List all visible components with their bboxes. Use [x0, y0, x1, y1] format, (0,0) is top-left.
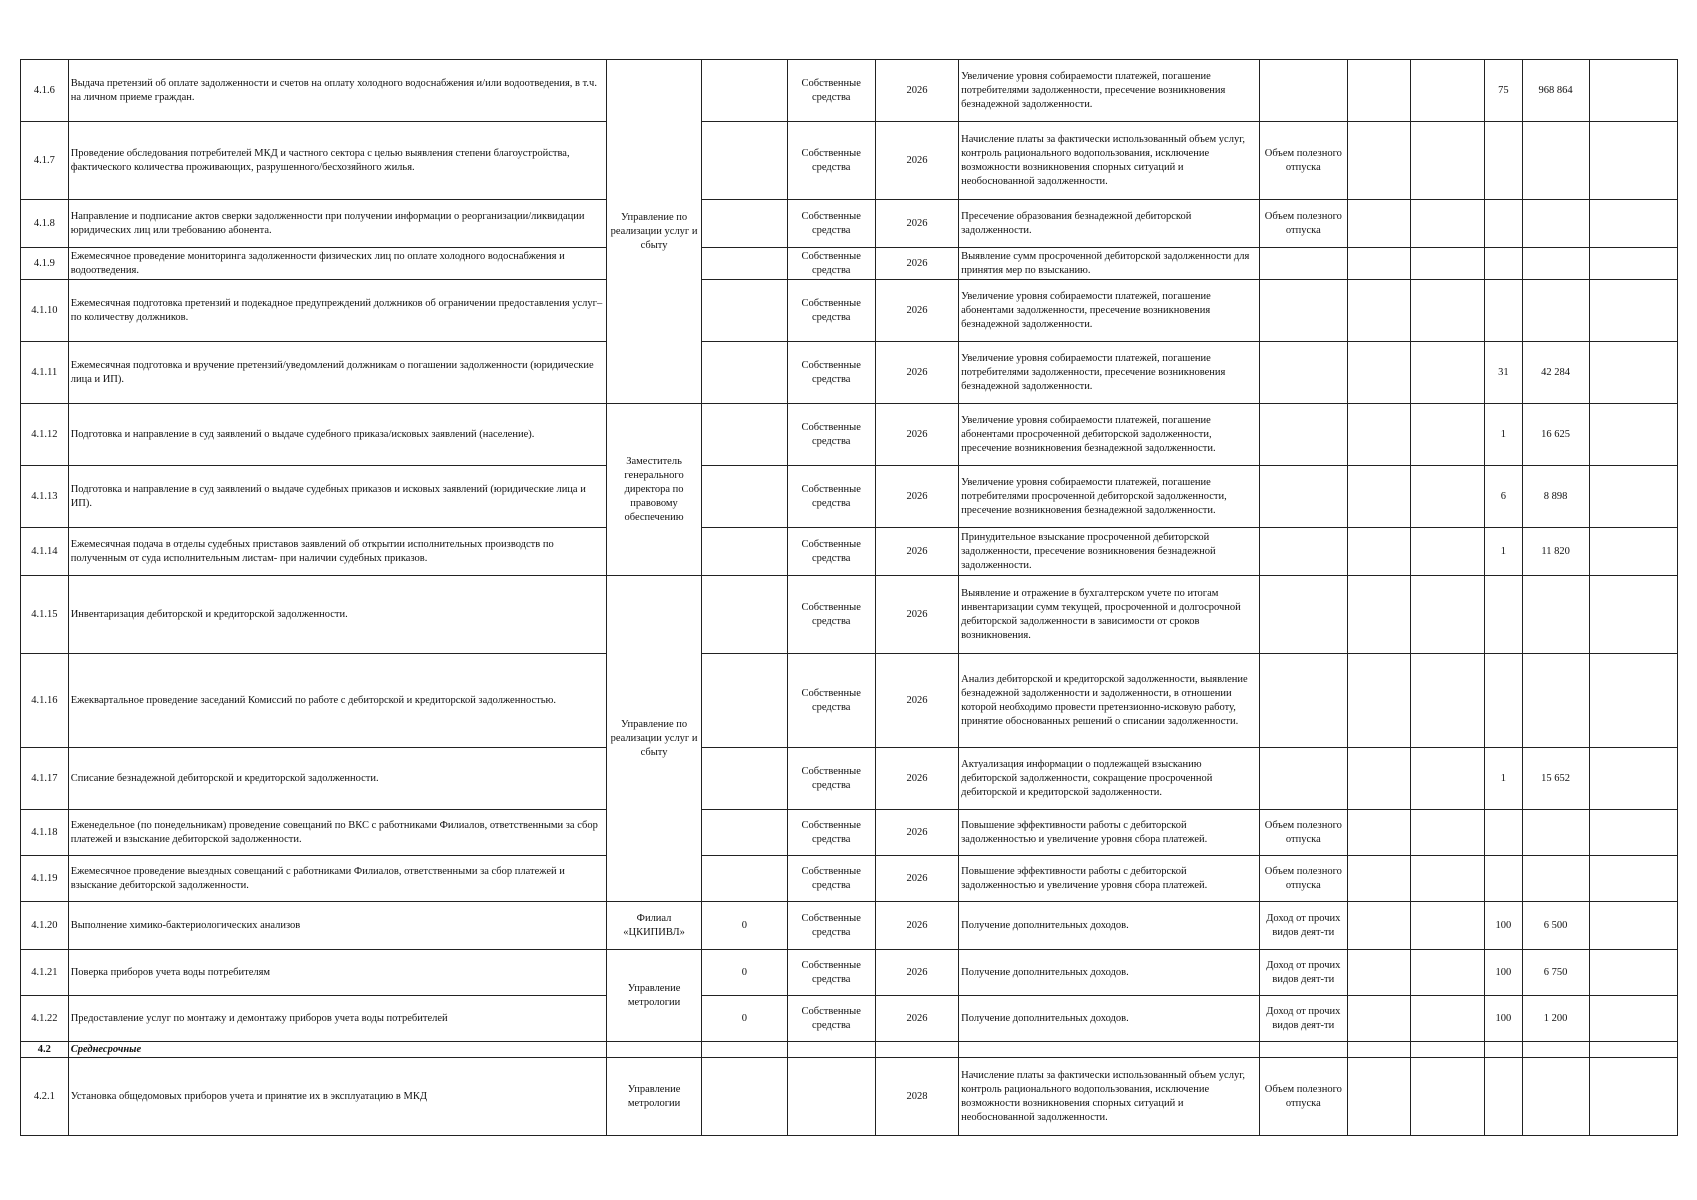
funding-source: Собственные средства — [787, 576, 875, 654]
deadline-year: 2026 — [875, 342, 958, 404]
funding-source: Собственные средства — [787, 342, 875, 404]
cost-cell — [702, 342, 787, 404]
value-cell — [1522, 810, 1589, 856]
expected-effect: Повышение эффективности работы с дебиторской задолженностью и увеличение уровня сбора платежей. — [959, 856, 1260, 902]
cost-cell — [702, 748, 787, 810]
responsible-unit: Заместитель генерального директора по правовому обеспечению — [606, 404, 701, 576]
funding-source: Собственные средства — [787, 654, 875, 748]
value-cell — [1589, 748, 1677, 810]
row-number: 4.1.6 — [21, 60, 69, 122]
row-number: 4.1.19 — [21, 856, 69, 902]
indicator: Объем полезного отпуска — [1259, 856, 1347, 902]
deadline-year: 2026 — [875, 466, 958, 528]
row-number: 4.1.11 — [21, 342, 69, 404]
measure-name: Среднесрочные — [68, 1042, 606, 1058]
indicator: Объем полезного отпуска — [1259, 200, 1347, 248]
expected-effect: Увеличение уровня собираемости платежей, погашение абонентами задолженности, пресечение возникновения безнадежной задолженности. — [959, 280, 1260, 342]
cost-cell — [702, 856, 787, 902]
value-cell — [1589, 342, 1677, 404]
table-row — [21, 950, 1678, 996]
responsible-unit: Управление метрологии — [606, 1058, 701, 1136]
deadline-year: 2026 — [875, 810, 958, 856]
indicator — [1259, 1042, 1347, 1058]
value-cell — [1410, 466, 1484, 528]
deadline-year: 2026 — [875, 528, 958, 576]
value-cell: 31 — [1485, 342, 1523, 404]
measure-name: Еженедельное (по понедельникам) проведение совещаний по ВКС с работниками Филиалов, ответственными за сбор платежей и взыскание дебиторской задолженности. — [68, 810, 606, 856]
value-cell: 15 652 — [1522, 748, 1589, 810]
indicator — [1259, 342, 1347, 404]
table-row — [21, 404, 1678, 466]
value-cell: 42 284 — [1522, 342, 1589, 404]
deadline-year: 2026 — [875, 576, 958, 654]
value-cell — [1485, 248, 1523, 280]
table-row — [21, 902, 1678, 950]
measure-name: Ежемесячная подготовка претензий и подекадное предупреждений должников об ограничении предоставления услуг– по количеству должников. — [68, 280, 606, 342]
cost-cell — [702, 1042, 787, 1058]
funding-source: Собственные средства — [787, 466, 875, 528]
funding-source: Собственные средства — [787, 122, 875, 200]
deadline-year: 2026 — [875, 60, 958, 122]
deadline-year: 2026 — [875, 902, 958, 950]
table-row — [21, 576, 1678, 654]
table-row — [21, 528, 1678, 576]
expected-effect: Актуализация информации о подлежащей взысканию дебиторской задолженности, сокращение просроченной дебиторской и кредиторской задолженности. — [959, 748, 1260, 810]
funding-source: Собственные средства — [787, 248, 875, 280]
row-number: 4.1.20 — [21, 902, 69, 950]
row-number: 4.1.17 — [21, 748, 69, 810]
measures-table — [20, 59, 1678, 1136]
measure-name: Ежемесячная подготовка и вручение претензий/уведомлений должникам о погашении задолженности (юридические лица и ИП). — [68, 342, 606, 404]
row-number: 4.2 — [21, 1042, 69, 1058]
value-cell: 100 — [1485, 996, 1523, 1042]
deadline-year — [875, 1042, 958, 1058]
table-body — [21, 60, 1678, 1136]
value-cell — [1347, 528, 1410, 576]
indicator: Доход от прочих видов деят-ти — [1259, 902, 1347, 950]
value-cell — [1522, 576, 1589, 654]
expected-effect: Получение дополнительных доходов. — [959, 902, 1260, 950]
indicator — [1259, 576, 1347, 654]
value-cell — [1410, 950, 1484, 996]
value-cell — [1347, 810, 1410, 856]
row-number: 4.1.8 — [21, 200, 69, 248]
responsible-unit: Управление по реализации услуг и сбыту — [606, 576, 701, 902]
funding-source: Собственные средства — [787, 280, 875, 342]
value-cell — [1410, 1042, 1484, 1058]
responsible-unit: Управление по реализации услуг и сбыту — [606, 60, 701, 404]
indicator — [1259, 466, 1347, 528]
deadline-year: 2026 — [875, 950, 958, 996]
row-number: 4.1.10 — [21, 280, 69, 342]
value-cell: 16 625 — [1522, 404, 1589, 466]
value-cell — [1485, 1058, 1523, 1136]
value-cell — [1589, 1058, 1677, 1136]
indicator — [1259, 404, 1347, 466]
value-cell — [1347, 280, 1410, 342]
measure-name: Подготовка и направление в суд заявлений о выдаче судебного приказа/исковых заявлений (население). — [68, 404, 606, 466]
value-cell — [1522, 1058, 1589, 1136]
value-cell — [1589, 1042, 1677, 1058]
value-cell: 1 — [1485, 404, 1523, 466]
expected-effect: Увеличение уровня собираемости платежей, погашение потребителями задолженности, пресечение возникновения безнадежной задолженности. — [959, 60, 1260, 122]
value-cell — [1347, 950, 1410, 996]
plan-table-sheet — [20, 59, 1678, 1136]
value-cell — [1410, 748, 1484, 810]
indicator: Объем полезного отпуска — [1259, 122, 1347, 200]
measure-name: Списание безнадежной дебиторской и кредиторской задолженности. — [68, 748, 606, 810]
value-cell — [1589, 200, 1677, 248]
table-row — [21, 654, 1678, 748]
indicator: Объем полезного отпуска — [1259, 810, 1347, 856]
measure-name: Ежемесячное проведение выездных совещаний с работниками Филиалов, ответственными за сбор платежей и взыскание дебиторской задолженности. — [68, 856, 606, 902]
row-number: 4.1.15 — [21, 576, 69, 654]
value-cell — [1485, 810, 1523, 856]
measure-name: Предоставление услуг по монтажу и демонтажу приборов учета воды потребителей — [68, 996, 606, 1042]
table-row — [21, 342, 1678, 404]
value-cell — [1485, 122, 1523, 200]
cost-cell — [702, 404, 787, 466]
funding-source: Собственные средства — [787, 200, 875, 248]
value-cell — [1485, 856, 1523, 902]
value-cell — [1347, 404, 1410, 466]
value-cell — [1410, 1058, 1484, 1136]
value-cell — [1485, 200, 1523, 248]
value-cell — [1410, 528, 1484, 576]
value-cell — [1410, 248, 1484, 280]
funding-source: Собственные средства — [787, 60, 875, 122]
responsible-unit — [606, 1042, 701, 1058]
funding-source: Собственные средства — [787, 996, 875, 1042]
value-cell — [1522, 856, 1589, 902]
cost-cell — [702, 248, 787, 280]
expected-effect: Выявление сумм просроченной дебиторской задолженности для принятия мер по взысканию. — [959, 248, 1260, 280]
value-cell — [1589, 60, 1677, 122]
cost-cell — [702, 60, 787, 122]
value-cell: 6 — [1485, 466, 1523, 528]
value-cell — [1410, 654, 1484, 748]
expected-effect: Повышение эффективности работы с дебиторской задолженностью и увеличение уровня сбора платежей. — [959, 810, 1260, 856]
table-row — [21, 200, 1678, 248]
deadline-year: 2028 — [875, 1058, 958, 1136]
value-cell — [1522, 122, 1589, 200]
funding-source: Собственные средства — [787, 950, 875, 996]
value-cell — [1589, 856, 1677, 902]
value-cell — [1347, 1058, 1410, 1136]
value-cell — [1522, 280, 1589, 342]
expected-effect: Пресечение образования безнадежной дебиторской задолженности. — [959, 200, 1260, 248]
value-cell — [1522, 200, 1589, 248]
deadline-year: 2026 — [875, 856, 958, 902]
value-cell — [1347, 342, 1410, 404]
measure-name: Направление и подписание актов сверки задолженности при получении информации о реорганизации/ликвидации юридических лиц или требованию абонента. — [68, 200, 606, 248]
row-number: 4.1.22 — [21, 996, 69, 1042]
value-cell — [1347, 1042, 1410, 1058]
measure-name: Проведение обследования потребителей МКД и частного сектора с целью выявления степени благоустройства, фактического количества проживающих, разрушенного/бесхозяйного жилья. — [68, 122, 606, 200]
value-cell — [1410, 810, 1484, 856]
value-cell: 11 820 — [1522, 528, 1589, 576]
value-cell — [1347, 60, 1410, 122]
expected-effect: Увеличение уровня собираемости платежей, погашение потребителями задолженности, пресечение возникновения безнадежной задолженности. — [959, 342, 1260, 404]
value-cell — [1485, 576, 1523, 654]
indicator — [1259, 528, 1347, 576]
value-cell — [1410, 280, 1484, 342]
value-cell: 75 — [1485, 60, 1523, 122]
cost-cell: 0 — [702, 902, 787, 950]
value-cell: 1 200 — [1522, 996, 1589, 1042]
measure-name: Поверка приборов учета воды потребителям — [68, 950, 606, 996]
measure-name: Ежемесячная подача в отделы судебных приставов заявлений об открытии исполнительных производств по полученным от суда исполнительным листам- при наличии судебных приказов. — [68, 528, 606, 576]
value-cell: 8 898 — [1522, 466, 1589, 528]
cost-cell — [702, 528, 787, 576]
cost-cell — [702, 1058, 787, 1136]
value-cell — [1522, 654, 1589, 748]
value-cell — [1589, 528, 1677, 576]
responsible-unit: Филиал «ЦКИПИВЛ» — [606, 902, 701, 950]
value-cell — [1347, 902, 1410, 950]
section-row — [21, 1042, 1678, 1058]
value-cell: 6 500 — [1522, 902, 1589, 950]
table-row — [21, 810, 1678, 856]
table-row — [21, 280, 1678, 342]
row-number: 4.1.14 — [21, 528, 69, 576]
table-row — [21, 466, 1678, 528]
value-cell — [1410, 342, 1484, 404]
responsible-unit: Управление метрологии — [606, 950, 701, 1042]
value-cell — [1589, 280, 1677, 342]
cost-cell — [702, 576, 787, 654]
table-row — [21, 60, 1678, 122]
indicator — [1259, 60, 1347, 122]
funding-source: Собственные средства — [787, 856, 875, 902]
value-cell — [1347, 248, 1410, 280]
indicator: Доход от прочих видов деят-ти — [1259, 996, 1347, 1042]
value-cell: 100 — [1485, 950, 1523, 996]
cost-cell — [702, 122, 787, 200]
expected-effect: Получение дополнительных доходов. — [959, 996, 1260, 1042]
value-cell — [1410, 60, 1484, 122]
value-cell — [1347, 654, 1410, 748]
value-cell — [1589, 404, 1677, 466]
expected-effect: Начисление платы за фактически использованный объем услуг, контроль рационального водопользования, исключение возможности возникновения спорных ситуаций и необоснованной задолженности. — [959, 122, 1260, 200]
measure-name: Ежеквартальное проведение заседаний Комиссий по работе с дебиторской и кредиторской задолженностью. — [68, 654, 606, 748]
value-cell — [1410, 996, 1484, 1042]
value-cell — [1589, 810, 1677, 856]
value-cell — [1589, 654, 1677, 748]
value-cell — [1410, 576, 1484, 654]
indicator — [1259, 280, 1347, 342]
funding-source: Собственные средства — [787, 404, 875, 466]
row-number: 4.1.7 — [21, 122, 69, 200]
value-cell — [1485, 654, 1523, 748]
indicator — [1259, 248, 1347, 280]
measure-name: Инвентаризация дебиторской и кредиторской задолженности. — [68, 576, 606, 654]
deadline-year: 2026 — [875, 996, 958, 1042]
row-number: 4.1.9 — [21, 248, 69, 280]
cost-cell — [702, 280, 787, 342]
table-row — [21, 122, 1678, 200]
deadline-year: 2026 — [875, 280, 958, 342]
value-cell: 968 864 — [1522, 60, 1589, 122]
row-number: 4.1.21 — [21, 950, 69, 996]
value-cell — [1589, 122, 1677, 200]
deadline-year: 2026 — [875, 200, 958, 248]
value-cell — [1485, 1042, 1523, 1058]
table-row — [21, 856, 1678, 902]
indicator — [1259, 654, 1347, 748]
funding-source — [787, 1058, 875, 1136]
row-number: 4.1.13 — [21, 466, 69, 528]
table-row — [21, 248, 1678, 280]
deadline-year: 2026 — [875, 122, 958, 200]
expected-effect: Увеличение уровня собираемости платежей, погашение абонентами просроченной дебиторской задолженности, пресечение возникновения безнадежной задолженности. — [959, 404, 1260, 466]
measure-name: Подготовка и направление в суд заявлений о выдаче судебных приказов и исковых заявлений (юридические лица и ИП). — [68, 466, 606, 528]
deadline-year: 2026 — [875, 654, 958, 748]
value-cell — [1410, 404, 1484, 466]
cost-cell: 0 — [702, 950, 787, 996]
expected-effect — [959, 1042, 1260, 1058]
value-cell — [1410, 122, 1484, 200]
funding-source: Собственные средства — [787, 902, 875, 950]
funding-source: Собственные средства — [787, 810, 875, 856]
value-cell — [1410, 200, 1484, 248]
row-number: 4.1.16 — [21, 654, 69, 748]
value-cell — [1522, 1042, 1589, 1058]
deadline-year: 2026 — [875, 404, 958, 466]
expected-effect: Принудительное взыскание просроченной дебиторской задолженности, пресечение возникновения безнадежной задолженности. — [959, 528, 1260, 576]
funding-source: Собственные средства — [787, 748, 875, 810]
measure-name: Выполнение химико-бактериологических анализов — [68, 902, 606, 950]
value-cell — [1347, 996, 1410, 1042]
value-cell — [1522, 248, 1589, 280]
value-cell — [1347, 122, 1410, 200]
expected-effect: Выявление и отражение в бухгалтерском учете по итогам инвентаризации сумм текущей, просроченной и долгосрочной дебиторской задолженности в зависимости от сроков возникновения. — [959, 576, 1260, 654]
row-number: 4.2.1 — [21, 1058, 69, 1136]
value-cell — [1347, 576, 1410, 654]
value-cell: 6 750 — [1522, 950, 1589, 996]
value-cell — [1589, 996, 1677, 1042]
value-cell — [1347, 200, 1410, 248]
value-cell — [1410, 902, 1484, 950]
measure-name: Ежемесячное проведение мониторинга задолженности физических лиц по оплате холодного водоснабжения и водоотведения. — [68, 248, 606, 280]
value-cell: 1 — [1485, 528, 1523, 576]
cost-cell: 0 — [702, 996, 787, 1042]
table-row — [21, 748, 1678, 810]
table-row — [21, 996, 1678, 1042]
value-cell — [1589, 950, 1677, 996]
value-cell — [1410, 856, 1484, 902]
measure-name: Выдача претензий об оплате задолженности и счетов на оплату холодного водоснабжения и/или водоотведения, в т.ч. на личном приеме граждан. — [68, 60, 606, 122]
funding-source — [787, 1042, 875, 1058]
cost-cell — [702, 810, 787, 856]
expected-effect: Анализ дебиторской и кредиторской задолженности, выявление безнадежной задолженности и задолженности, в отношении которой необходимо провести претензионно-исковую работу, принятие обоснованных решений о списании задолженности. — [959, 654, 1260, 748]
expected-effect: Увеличение уровня собираемости платежей, погашение потребителями просроченной дебиторской задолженности, пресечение возникновения безнадежной задолженности. — [959, 466, 1260, 528]
value-cell — [1485, 280, 1523, 342]
funding-source: Собственные средства — [787, 528, 875, 576]
indicator: Доход от прочих видов деят-ти — [1259, 950, 1347, 996]
cost-cell — [702, 200, 787, 248]
value-cell: 1 — [1485, 748, 1523, 810]
deadline-year: 2026 — [875, 248, 958, 280]
value-cell: 100 — [1485, 902, 1523, 950]
table-row — [21, 1058, 1678, 1136]
value-cell — [1589, 576, 1677, 654]
indicator — [1259, 748, 1347, 810]
deadline-year: 2026 — [875, 748, 958, 810]
value-cell — [1589, 466, 1677, 528]
value-cell — [1347, 856, 1410, 902]
value-cell — [1589, 248, 1677, 280]
cost-cell — [702, 654, 787, 748]
row-number: 4.1.18 — [21, 810, 69, 856]
indicator: Объем полезного отпуска — [1259, 1058, 1347, 1136]
expected-effect: Получение дополнительных доходов. — [959, 950, 1260, 996]
cost-cell — [702, 466, 787, 528]
value-cell — [1347, 466, 1410, 528]
expected-effect: Начисление платы за фактически использованный объем услуг, контроль рационального водопользования, исключение возможности возникновения спорных ситуаций и необоснованной задолженности. — [959, 1058, 1260, 1136]
value-cell — [1589, 902, 1677, 950]
value-cell — [1347, 748, 1410, 810]
measure-name: Установка общедомовых приборов учета и принятие их в эксплуатацию в МКД — [68, 1058, 606, 1136]
row-number: 4.1.12 — [21, 404, 69, 466]
